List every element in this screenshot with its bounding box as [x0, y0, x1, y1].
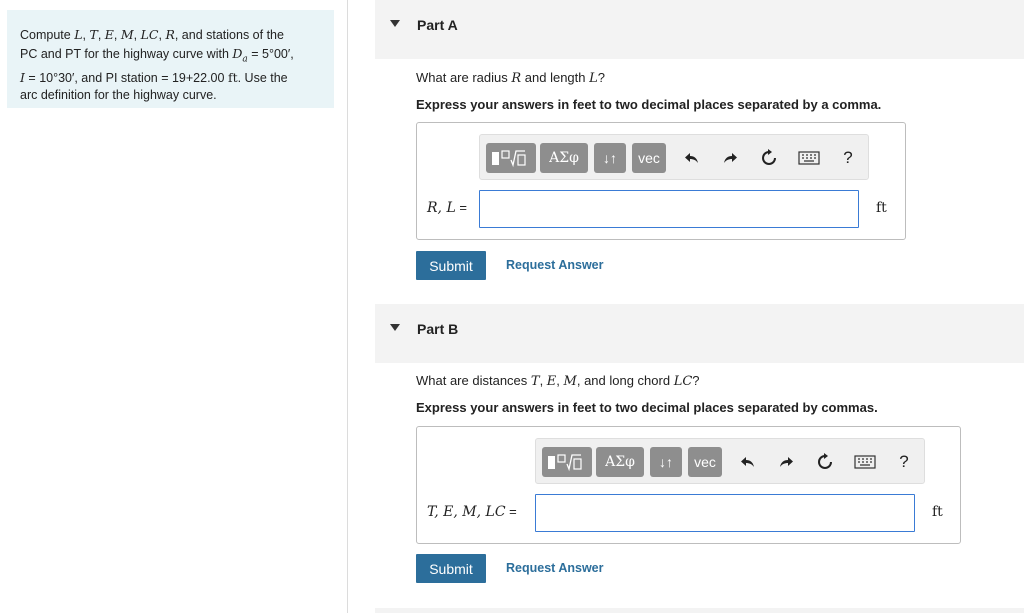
subscript-superscript-button[interactable]: ↓↑ [650, 447, 682, 477]
templates-icon [547, 452, 587, 472]
vec-button[interactable]: vec [632, 143, 666, 173]
part-b-answer-box [416, 426, 961, 544]
part-b-header[interactable] [375, 304, 1024, 363]
part-a-answer-input[interactable] [479, 190, 859, 228]
part-a-title: Part A [417, 17, 458, 33]
part-a-question: What are radius R and length L? [416, 70, 605, 86]
vec-button[interactable]: vec [688, 447, 722, 477]
redo-icon[interactable] [719, 146, 741, 170]
collapse-caret-icon[interactable] [390, 20, 400, 27]
math-toolbar [479, 134, 869, 180]
undo-icon[interactable] [681, 146, 703, 170]
part-a-request-answer-link[interactable]: Request Answer [506, 258, 604, 272]
part-a-answer-box [416, 122, 906, 240]
help-icon[interactable]: ? [843, 148, 853, 167]
part-a-header[interactable] [375, 0, 1024, 59]
templates-button[interactable] [542, 447, 592, 477]
reset-icon[interactable] [814, 450, 836, 474]
greek-button[interactable]: ΑΣφ [540, 143, 588, 173]
part-b-title: Part B [417, 321, 459, 337]
templates-icon [491, 148, 531, 168]
part-b-instruction: Express your answers in feet to two decimal places separated by commas. [416, 400, 878, 415]
part-a-answer-label: R, L = [427, 200, 467, 216]
part-b-submit-button[interactable]: Submit [416, 554, 486, 583]
collapse-caret-icon[interactable] [390, 324, 400, 331]
redo-icon[interactable] [775, 450, 797, 474]
problem-line-3: I = 10°30′, and PI station = 19+22.00 ft. Use the [20, 69, 288, 85]
part-b-unit: ft [932, 504, 943, 520]
problem-panel [0, 0, 348, 613]
part-a-submit-button[interactable]: Submit [416, 251, 486, 280]
problem-line-2: PC and PT for the highway curve with $D_a = 5^\circ 00'$, [20, 45, 294, 64]
part-b-answer-label: T, E, M, LC = [427, 504, 517, 520]
greek-button[interactable]: ΑΣφ [596, 447, 644, 477]
reset-icon[interactable] [758, 146, 780, 170]
keyboard-icon[interactable] [852, 450, 878, 474]
subscript-superscript-button[interactable]: ↓↑ [594, 143, 626, 173]
undo-icon[interactable] [737, 450, 759, 474]
part-b-question: What are distances T, E, M, and long chord LC? [416, 373, 700, 389]
math-toolbar [535, 438, 925, 484]
part-b-request-answer-link[interactable]: Request Answer [506, 561, 604, 575]
help-icon[interactable]: ? [899, 452, 909, 471]
part-b-answer-input[interactable] [535, 494, 915, 532]
next-part-header-edge [375, 608, 1024, 613]
part-a-unit: ft [876, 200, 887, 216]
templates-button[interactable] [486, 143, 536, 173]
part-a-instruction: Express your answers in feet to two decimal places separated by a comma. [416, 97, 882, 112]
problem-statement [7, 10, 334, 108]
keyboard-icon[interactable] [796, 146, 822, 170]
problem-line-1: Compute L, T, E, M, LC, R, and stations of the [20, 27, 284, 42]
problem-line-4: arc definition for the highway curve. [20, 88, 217, 102]
